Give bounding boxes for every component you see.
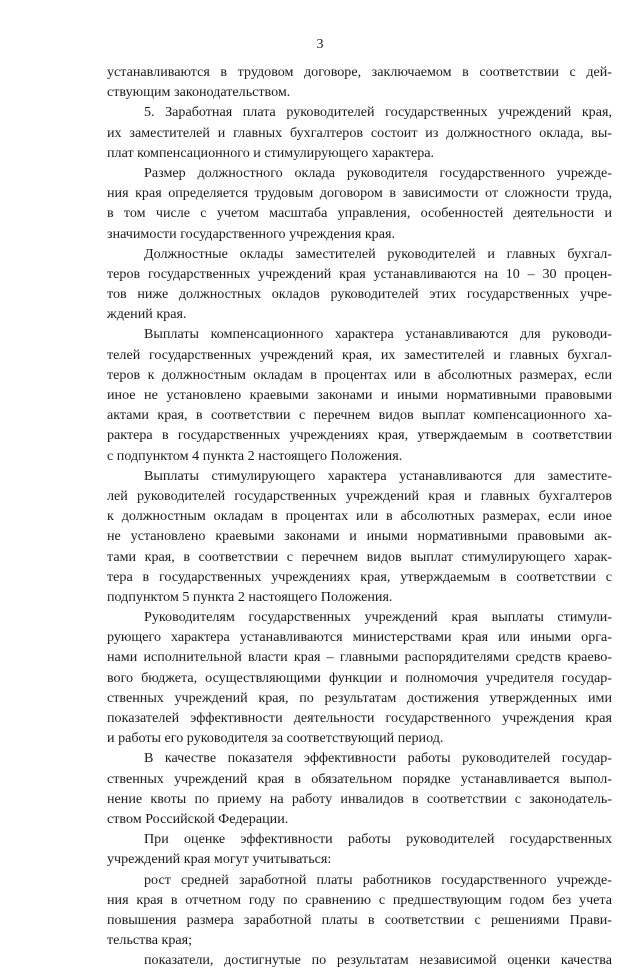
text-line: с подпунктом 4 пункта 2 настоящего Положения.	[107, 447, 403, 464]
page-number: 3	[316, 37, 324, 52]
text-line: лей руководителей государственных учреждений края и главных бухгалтеров	[107, 487, 612, 504]
text-line: подпунктом 5 пункта 2 настоящего Положения.	[107, 588, 393, 605]
text-line: нами исполнительной власти края – главными распорядителями средств краево-	[107, 649, 612, 666]
text-line: показателей эффективности деятельности государственного учреждения края	[107, 710, 612, 726]
text-line: их заместителей и главных бухгалтеров состоит из должностного оклада, вы-	[107, 124, 612, 141]
text-line: показатели, достигнутые по результатам независимой оценки качества	[144, 952, 612, 969]
body-text	[107, 62, 612, 970]
text-line: повышения размера заработной платы в соответствии с решениями Прави-	[107, 911, 612, 928]
text-line: иное не установлено краевыми законами и иными нормативными правовыми	[107, 387, 612, 403]
text-line: тами края, в соответствии с перечнем видов выплат стимулирующего харак-	[107, 548, 612, 565]
text-line: и работы его руководителя за соответствующий период.	[107, 730, 444, 747]
text-line: При оценке эффективности работы руководителей государственных	[144, 831, 612, 848]
text-line: телей государственных учреждений края, их заместителей и главных бухгал-	[107, 346, 612, 363]
text-line: нение квоты по приему на работу инвалидов в соответствии с законодатель-	[107, 790, 612, 807]
text-line: тов ниже должностных окладов руководителей этих государственных учре-	[107, 286, 612, 303]
text-line: Должностные оклады заместителей руководителей и главных бухгал-	[144, 245, 612, 262]
text-line: ния края определяется трудовым договором в зависимости от сложности труда,	[107, 185, 612, 202]
text-line: тера в государственных учреждениях края, утверждаемым в соответствии с	[107, 568, 612, 585]
text-line: В качестве показателя эффективности работы руководителей государ-	[144, 750, 612, 767]
text-line: 5. Заработная плата руководителей государственных учреждений края,	[144, 104, 612, 121]
text-line: Выплаты компенсационного характера устанавливаются для руководи-	[144, 326, 612, 343]
text-line: рактера в государственных учреждениях края, утверждаемым в соответствии	[107, 427, 612, 444]
text-line: учреждений края могут учитываться:	[107, 851, 332, 868]
text-line: ственных учреждений края в обязательном порядке устанавливается выпол-	[107, 770, 612, 787]
text-line: теров к должностным окладам в процентах или в абсолютных размерах, если	[107, 366, 612, 383]
text-line: Выплаты стимулирующего характера устанавливаются для заместите-	[144, 467, 612, 484]
text-line: ствующим законодательством.	[107, 84, 291, 101]
text-line: вого бюджета, осуществляющими функции и полномочия учредителя государ-	[107, 669, 612, 686]
text-line: ственных учреждений края, по результатам достижения утвержденных ими	[107, 689, 612, 706]
text-line: устанавливаются в трудовом договоре, заключаемом в соответствии с дей-	[107, 64, 612, 80]
text-line: Руководителям государственных учреждений края выплаты стимули-	[144, 609, 612, 626]
text-line: в том числе с учетом масштаба управления, особенностей деятельности и	[107, 205, 612, 222]
text-line: теров государственных учреждений края устанавливаются на 10 – 30 процен-	[107, 265, 612, 282]
text-line: к должностным окладам в процентах или в абсолютных размерах, если иное	[107, 508, 612, 525]
text-line: рующего характера устанавливаются министерствами края или иными орга-	[107, 629, 612, 646]
text-line: тельства края;	[107, 932, 193, 949]
text-line: не установлено краевыми законами и иными нормативными правовыми ак-	[107, 528, 612, 545]
text-line: рост средней заработной платы работников государственного учрежде-	[144, 871, 612, 888]
text-line: Размер должностного оклада руководителя государственного учрежде-	[144, 164, 612, 181]
text-line: актами края, в соответствии с перечнем видов выплат компенсационного ха-	[107, 407, 612, 424]
text-line: плат компенсационного и стимулирующего характера.	[107, 144, 435, 161]
text-line: ждений края.	[107, 306, 187, 323]
text-line: значимости государственного учреждения края.	[107, 225, 395, 242]
text-line: ством Российской Федерации.	[107, 810, 289, 827]
text-line: ния края в отчетном году по сравнению с предшествующим годом без учета	[107, 891, 612, 908]
